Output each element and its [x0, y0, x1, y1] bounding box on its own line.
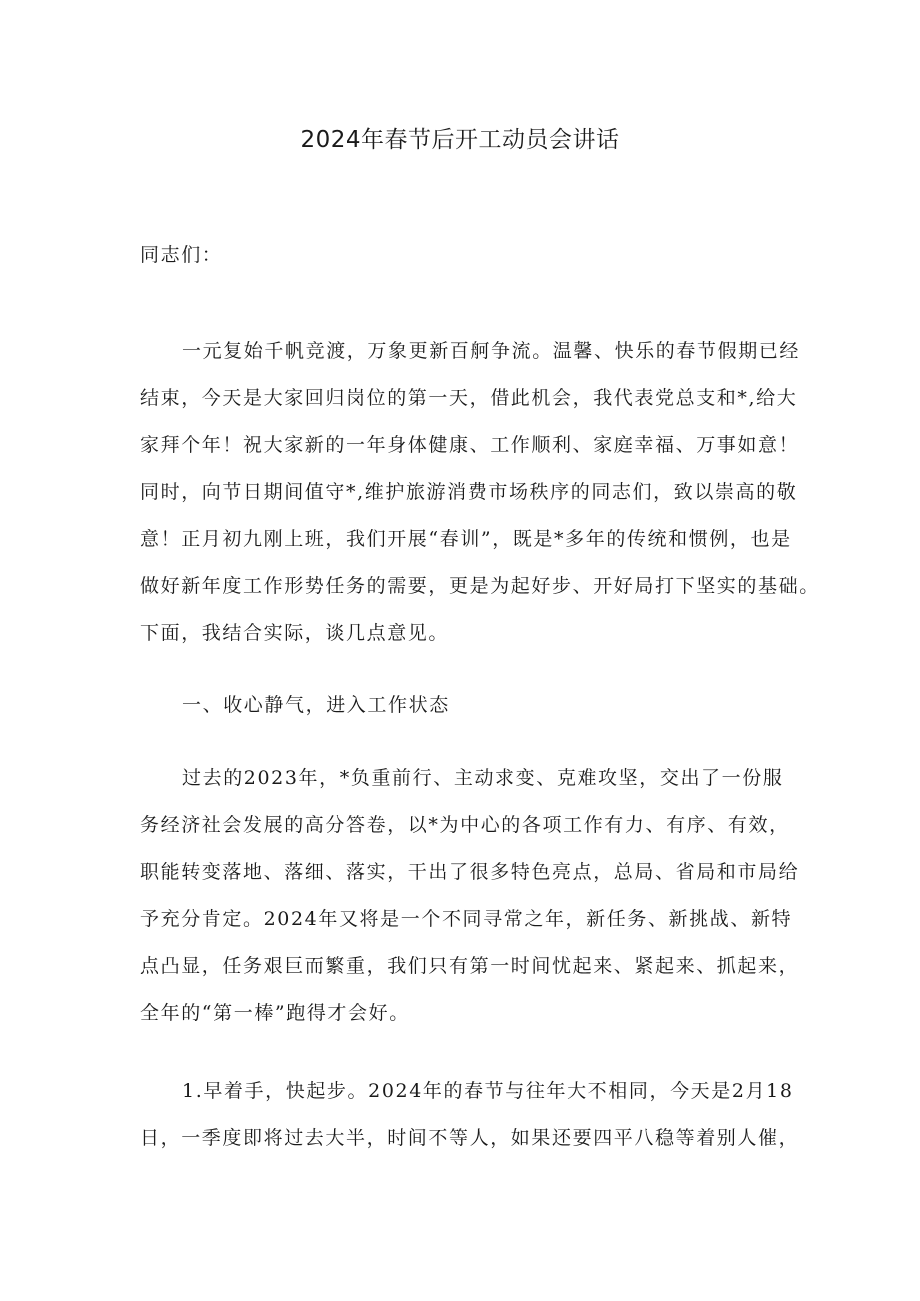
paragraph-line: 务经济社会发展的高分答卷，以*为中心的各项工作有力、有序、有效，	[140, 814, 790, 836]
paragraph-line: 点凸显，任务艰巨而繁重，我们只有第一时间忧起来、紧起来、抓起来，	[140, 955, 800, 977]
salutation: 同志们：	[140, 244, 223, 266]
paragraph-line: 意！正月初九刚上班，我们开展“春训”，既是*多年的传统和惯例，也是	[140, 528, 792, 550]
document-title: 2024年春节后开工动员会讲话	[300, 127, 620, 153]
paragraph-line: 过去的2023年，*负重前行、主动求变、克难攻坚，交出了一份服	[182, 767, 784, 789]
paragraph-line: 下面，我结合实际，谈几点意见。	[140, 622, 450, 644]
paragraph-line: 同时，向节日期间值守*,维护旅游消费市场秩序的同志们，致以崇高的敬	[140, 481, 798, 503]
paragraph-line: 1.早着手，快起步。2024年的春节与往年大不相同，今天是2月18	[182, 1080, 794, 1102]
paragraph-line: 做好新年度工作形势任务的需要，更是为起好步、开好局打下坚实的基础。	[140, 575, 820, 597]
paragraph-line: 职能转变落地、落细、落实，干出了很多特色亮点，总局、省局和市局给	[140, 861, 800, 883]
paragraph-line: 全年的“第一棒”跑得才会好。	[140, 1002, 410, 1024]
paragraph-line: 日，一季度即将过去大半，时间不等人，如果还要四平八稳等着别人催，	[140, 1127, 800, 1149]
paragraph-line: 结束，今天是大家回归岗位的第一天，借此机会，我代表党总支和*,给大	[140, 387, 798, 409]
paragraph-line: 予充分肯定。2024年又将是一个不同寻常之年，新任务、新挑战、新特	[140, 908, 793, 930]
paragraph-line: 一元复始千帆竞渡，万象更新百舸争流。温馨、快乐的春节假期已经	[182, 340, 801, 362]
section-heading: 一、收心静气，进入工作状态	[182, 694, 450, 716]
paragraph-line: 家拜个年！祝大家新的一年身体健康、工作顺利、家庭幸福、万事如意！	[140, 434, 800, 456]
